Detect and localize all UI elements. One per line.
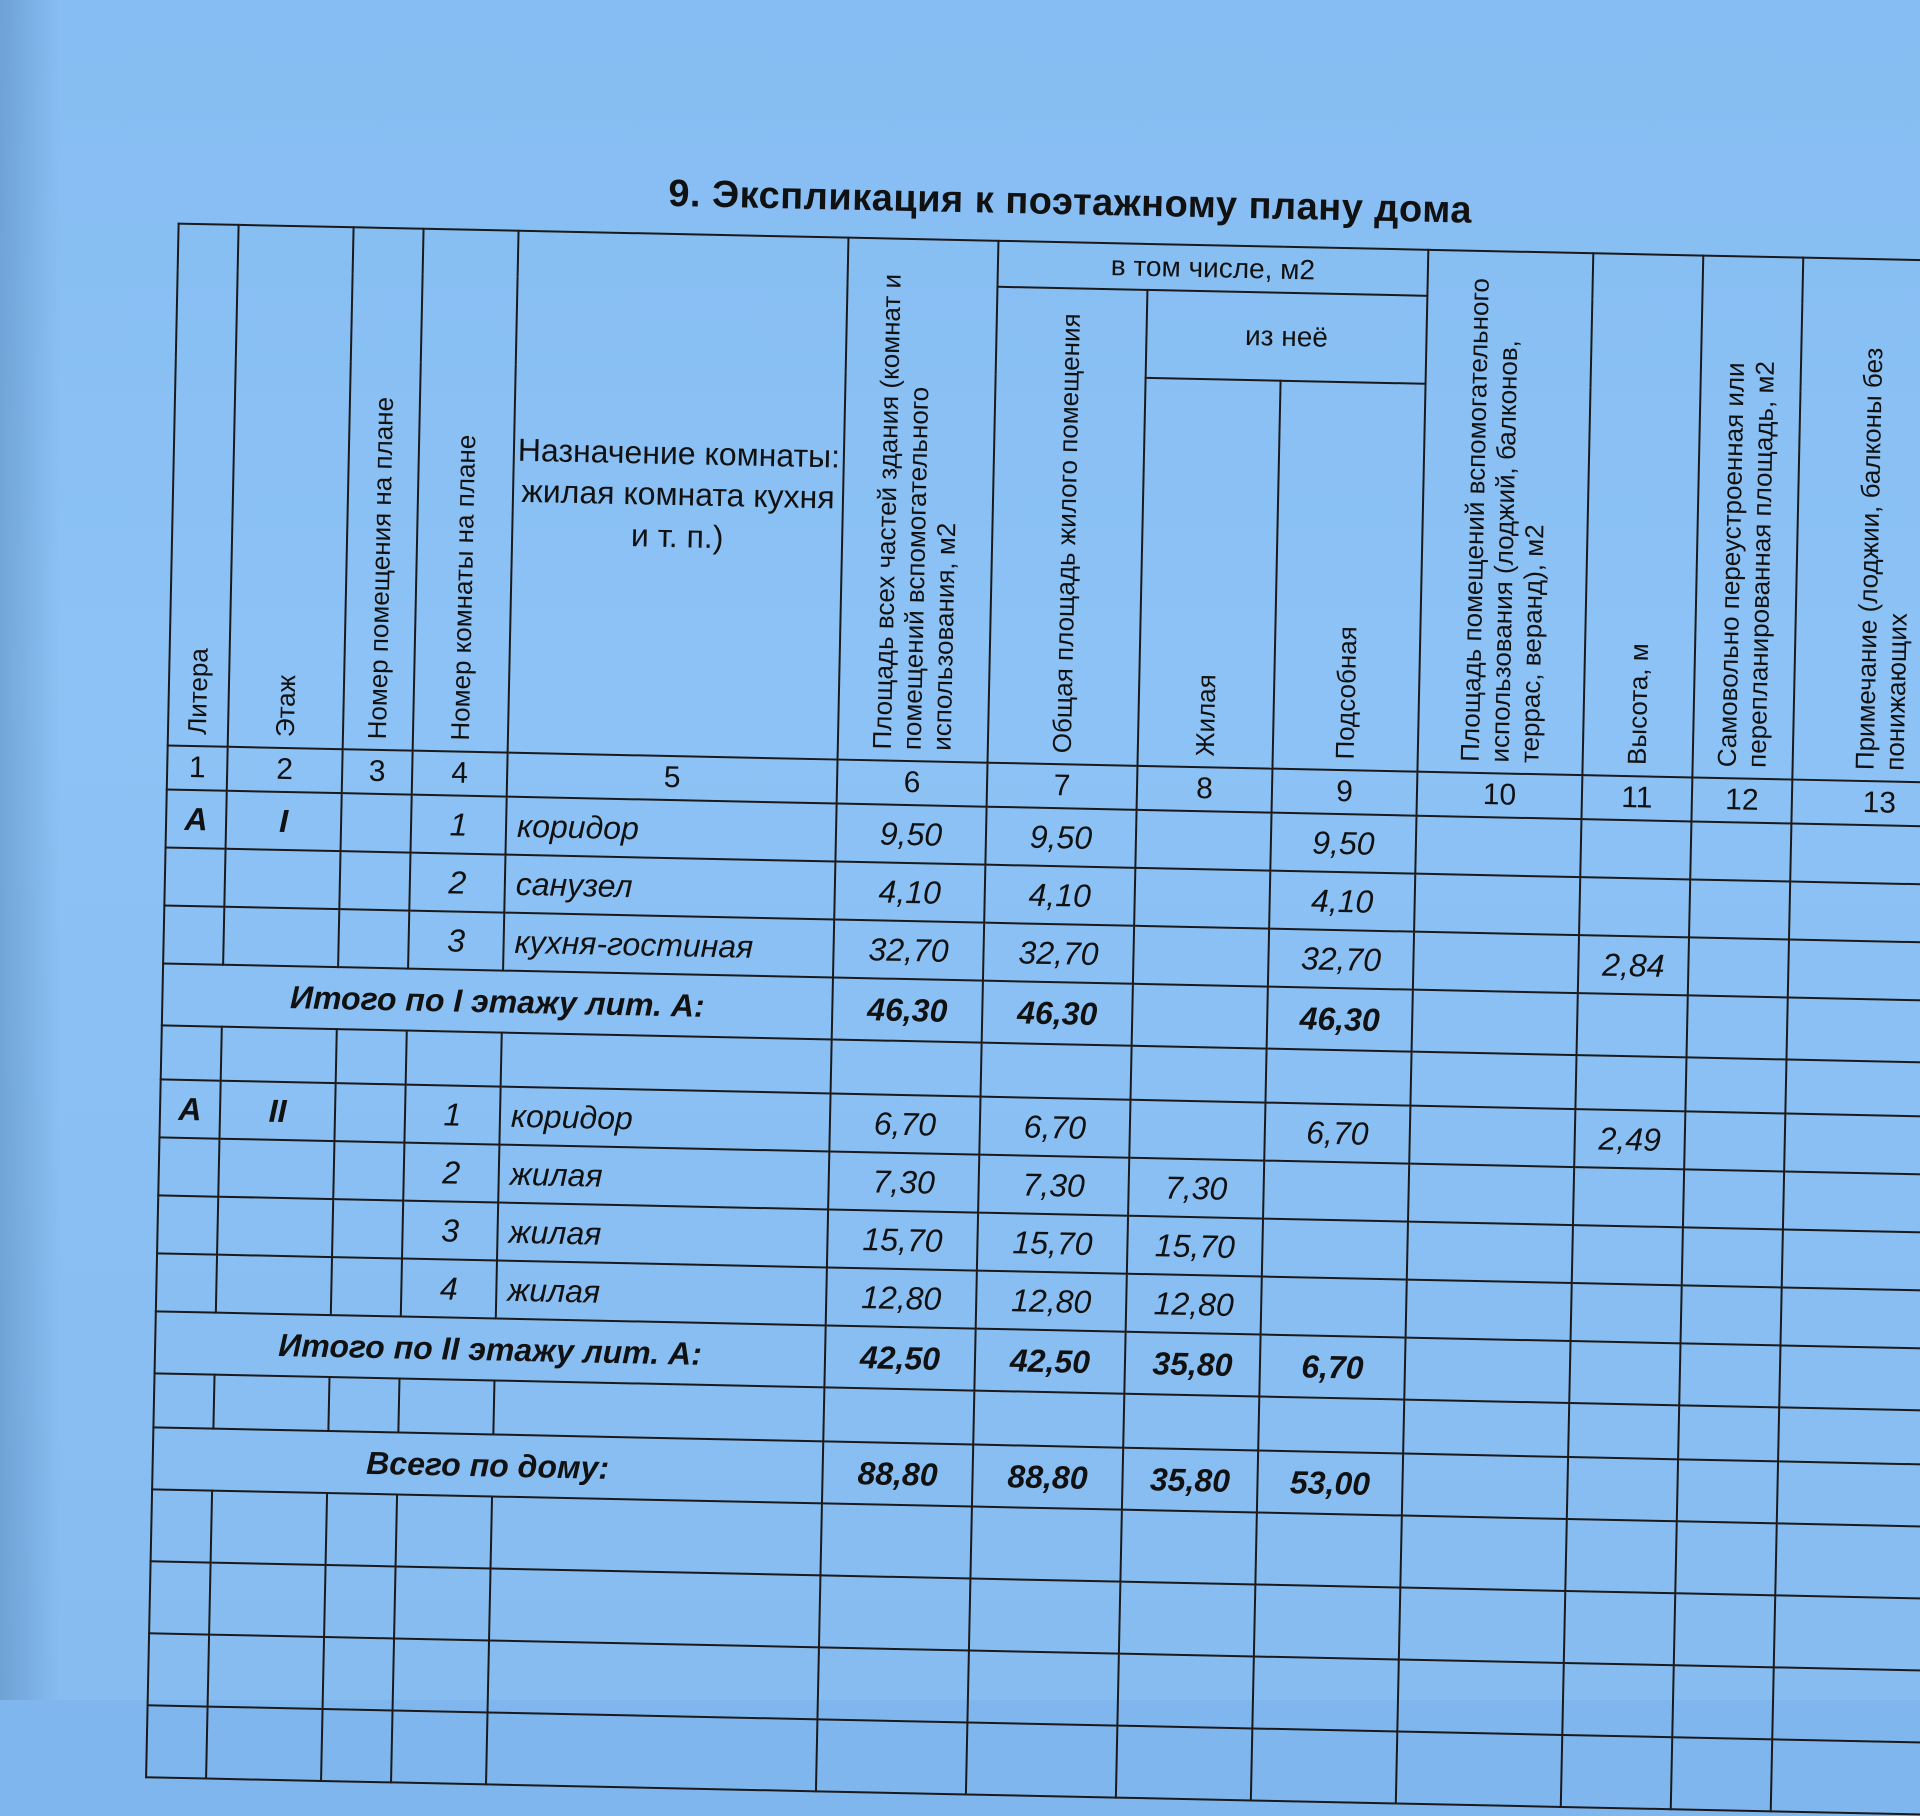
- grand-total-living: 35,80: [1122, 1448, 1258, 1513]
- note-cell: [1782, 1229, 1920, 1291]
- document-title: 9. Экспликация к поэтажному плану дома: [667, 172, 1473, 232]
- rebuilt-cell: [1689, 879, 1790, 939]
- header-purpose: Назначение комнаты: жилая комната кухня и т. п.): [508, 231, 849, 760]
- height-cell: 2,49: [1574, 1109, 1685, 1169]
- empty-cell: [1567, 1457, 1678, 1521]
- premise-cell: [339, 851, 410, 910]
- premise-cell: [332, 1199, 403, 1258]
- grand-total-living-total: 88,80: [972, 1445, 1123, 1510]
- empty-cell: [1775, 1523, 1920, 1599]
- height-cell: [1572, 1225, 1683, 1285]
- empty-cell: [149, 1561, 210, 1634]
- litera-cell: [156, 1253, 217, 1312]
- empty-cell: [1396, 1731, 1562, 1806]
- living-total-cell: 6,70: [979, 1097, 1130, 1158]
- living-total-cell: 4,10: [984, 865, 1135, 926]
- aux-use-cell: [1407, 1222, 1573, 1283]
- floor1-total-living: [1132, 984, 1268, 1049]
- empty-cell: [1577, 993, 1688, 1057]
- document-sheet: [116, 110, 1920, 1767]
- empty-cell: [1255, 1512, 1401, 1587]
- empty-cell: [1785, 1059, 1920, 1117]
- empty-cell: [1779, 1345, 1920, 1411]
- header-height: Высота, м: [1582, 253, 1703, 777]
- floor-cell: [218, 1139, 334, 1199]
- empty-cell: [1130, 1046, 1266, 1103]
- note-cell: [1780, 1287, 1920, 1349]
- living-cell: [1134, 868, 1270, 929]
- height-cell: [1580, 819, 1691, 879]
- header-floor: Этаж: [228, 225, 354, 749]
- auxiliary-cell: [1262, 1219, 1408, 1280]
- empty-cell: [1778, 1407, 1920, 1465]
- empty-cell: [1254, 1584, 1400, 1659]
- litera-cell: [158, 1137, 219, 1196]
- rebuilt-cell: [1682, 1227, 1783, 1287]
- col-num: 3: [342, 749, 413, 794]
- empty-cell: [213, 1375, 329, 1431]
- living-cell: [1133, 926, 1269, 987]
- empty-cell: [1251, 1728, 1397, 1803]
- total-area-cell: 15,70: [827, 1209, 978, 1270]
- empty-cell: [146, 1705, 207, 1778]
- header-living-total: Общая площадь жилого помещения: [988, 287, 1148, 766]
- empty-cell: [823, 1387, 974, 1444]
- empty-cell: [1678, 1405, 1779, 1461]
- header-rebuilt: Самовольно переустроенная или перепланированная площадь, м2: [1692, 256, 1803, 780]
- explication-table: [145, 223, 1920, 1816]
- empty-cell: [1575, 1055, 1686, 1111]
- grand-total-auxiliary: 53,00: [1257, 1451, 1403, 1516]
- page-shadow: [0, 0, 60, 1700]
- floor2-total-living: 35,80: [1124, 1332, 1260, 1397]
- room-name-cell: жилая: [498, 1145, 829, 1210]
- empty-cell: [1565, 1519, 1676, 1593]
- empty-cell: [831, 1039, 982, 1096]
- total-area-cell: 9,50: [835, 804, 986, 865]
- col-num: 5: [507, 753, 838, 804]
- aux-use-cell: [1409, 1106, 1575, 1167]
- empty-cell: [1252, 1656, 1398, 1731]
- empty-cell: [1412, 990, 1578, 1055]
- empty-cell: [1403, 1400, 1569, 1457]
- empty-cell: [323, 1637, 394, 1710]
- col-num: 8: [1137, 766, 1273, 813]
- empty-cell: [817, 1647, 968, 1722]
- empty-cell: [208, 1635, 324, 1709]
- rebuilt-cell: [1683, 1169, 1784, 1229]
- empty-cell: [1410, 1052, 1576, 1109]
- empty-cell: [206, 1707, 322, 1781]
- floor2-total-living-total: 42,50: [974, 1329, 1125, 1394]
- room-no-cell: 3: [408, 911, 504, 971]
- empty-cell: [493, 1380, 824, 1441]
- empty-cell: [1400, 1516, 1566, 1591]
- empty-cell: [1123, 1394, 1259, 1451]
- empty-cell: [324, 1565, 395, 1638]
- floor-cell: [223, 907, 339, 967]
- empty-cell: [981, 1043, 1132, 1100]
- empty-cell: [486, 1712, 817, 1791]
- floor-cell: [216, 1255, 332, 1315]
- litera-cell: [163, 905, 224, 964]
- rebuilt-cell: [1688, 937, 1789, 997]
- empty-cell: [396, 1494, 492, 1568]
- empty-cell: [209, 1563, 325, 1637]
- empty-cell: [1772, 1667, 1920, 1743]
- col-num: 10: [1416, 772, 1582, 819]
- header-of-it: из неё: [1146, 290, 1428, 384]
- col-num: 13: [1791, 780, 1920, 828]
- col-num: 9: [1272, 769, 1418, 816]
- empty-cell: [1562, 1663, 1673, 1737]
- empty-cell: [1568, 1403, 1679, 1459]
- aux-use-cell: [1413, 932, 1579, 993]
- empty-cell: [221, 1027, 337, 1083]
- aux-use-cell: [1406, 1280, 1572, 1341]
- empty-cell: [966, 1722, 1117, 1797]
- living-cell: 12,80: [1126, 1274, 1262, 1335]
- empty-cell: [393, 1638, 489, 1712]
- auxiliary-cell: 6,70: [1264, 1103, 1410, 1164]
- room-no-cell: 3: [402, 1201, 498, 1261]
- empty-cell: [1677, 1459, 1778, 1523]
- living-total-cell: 7,30: [978, 1155, 1129, 1216]
- litera-cell: А: [166, 790, 227, 849]
- col-num: 6: [837, 760, 988, 807]
- header-total-area: Площадь всех частей здания (комнат и помещений вспомогательного использования, м2: [838, 238, 999, 763]
- empty-cell: [501, 1033, 832, 1094]
- empty-cell: [1679, 1343, 1780, 1407]
- room-name-cell: коридор: [505, 797, 836, 862]
- auxiliary-cell: [1261, 1277, 1407, 1338]
- floor2-total-label: Итого по II этажу лит. А:: [155, 1311, 826, 1387]
- empty-cell: [1116, 1726, 1252, 1801]
- floor-cell: [217, 1197, 333, 1257]
- grand-total-area: 88,80: [822, 1441, 973, 1506]
- premise-cell: [333, 1141, 404, 1200]
- floor1-total-area: 46,30: [832, 977, 983, 1042]
- total-area-cell: 32,70: [833, 920, 984, 981]
- empty-cell: [161, 1025, 222, 1080]
- room-no-cell: 1: [404, 1085, 500, 1145]
- empty-cell: [398, 1379, 494, 1435]
- total-area-cell: 4,10: [834, 862, 985, 923]
- note-cell: [1790, 824, 1920, 886]
- rebuilt-cell: [1681, 1285, 1782, 1345]
- living-cell: [1129, 1100, 1265, 1161]
- empty-cell: [488, 1640, 819, 1719]
- aux-use-cell: [1415, 816, 1581, 877]
- empty-cell: [1774, 1595, 1920, 1671]
- living-cell: [1135, 810, 1271, 871]
- litera-cell: [164, 847, 225, 906]
- empty-cell: [1672, 1665, 1773, 1739]
- empty-cell: [970, 1507, 1121, 1582]
- empty-cell: [1564, 1591, 1675, 1665]
- empty-cell: [491, 1496, 822, 1575]
- total-area-cell: 6,70: [829, 1093, 980, 1154]
- empty-cell: [1675, 1521, 1776, 1595]
- litera-cell: [157, 1195, 218, 1254]
- col-num: 12: [1691, 777, 1792, 823]
- empty-cell: [211, 1491, 327, 1565]
- col-num: 11: [1581, 775, 1692, 821]
- col-num: 1: [167, 746, 228, 791]
- empty-cell: [153, 1373, 214, 1428]
- premise-cell: [331, 1257, 402, 1316]
- empty-cell: [973, 1391, 1124, 1448]
- premise-cell: [341, 793, 412, 852]
- floor-cell: I: [226, 791, 342, 851]
- header-living: Жилая: [1137, 378, 1280, 769]
- empty-cell: [328, 1377, 399, 1432]
- room-name-cell: жилая: [496, 1261, 827, 1326]
- empty-cell: [1120, 1510, 1256, 1585]
- litera-cell: А: [159, 1079, 220, 1138]
- rebuilt-cell: [1690, 821, 1791, 881]
- header-aux-use: Площадь помещений вспомогательного использования (лоджий, балконов, террас, веранд), м2: [1417, 250, 1593, 775]
- empty-cell: [1671, 1737, 1772, 1811]
- header-incl: в том числе, м2: [997, 241, 1428, 296]
- height-cell: 2,84: [1578, 935, 1689, 995]
- floor-cell: II: [219, 1081, 335, 1141]
- header-premise-no: Номер помещения на плане: [343, 227, 424, 750]
- empty-cell: [391, 1710, 487, 1784]
- room-name-cell: санузел: [504, 855, 835, 920]
- header-note: Примечание (лоджии, балконы без понижающих: [1792, 258, 1920, 784]
- empty-cell: [489, 1568, 820, 1647]
- room-no-cell: 2: [409, 853, 505, 913]
- premise-cell: [338, 909, 409, 968]
- grand-total-label: Всего по дому:: [152, 1427, 823, 1503]
- auxiliary-cell: 9,50: [1270, 813, 1416, 874]
- living-cell: 15,70: [1127, 1216, 1263, 1277]
- rebuilt-cell: [1684, 1111, 1785, 1171]
- empty-cell: [1569, 1341, 1680, 1405]
- empty-cell: [1674, 1593, 1775, 1667]
- header-auxiliary: Подсобная: [1272, 381, 1425, 772]
- floor2-total-area: 42,50: [824, 1325, 975, 1390]
- living-total-cell: 12,80: [976, 1271, 1127, 1332]
- empty-cell: [406, 1031, 502, 1087]
- empty-cell: [321, 1709, 392, 1782]
- room-name-cell: жилая: [497, 1203, 828, 1268]
- empty-cell: [148, 1633, 209, 1706]
- empty-cell: [1402, 1454, 1568, 1519]
- room-name-cell: кухня-гостиная: [503, 913, 834, 978]
- note-cell: [1788, 940, 1920, 1002]
- height-cell: [1579, 877, 1690, 937]
- empty-cell: [1397, 1659, 1563, 1734]
- room-no-cell: 4: [401, 1259, 497, 1319]
- living-total-cell: 32,70: [983, 923, 1134, 984]
- room-name-cell: коридор: [499, 1087, 830, 1152]
- empty-cell: [326, 1493, 397, 1566]
- height-cell: [1571, 1283, 1682, 1343]
- floor2-total-auxiliary: 6,70: [1259, 1335, 1405, 1400]
- empty-cell: [819, 1575, 970, 1650]
- empty-cell: [1777, 1461, 1920, 1527]
- auxiliary-cell: 32,70: [1268, 929, 1414, 990]
- aux-use-cell: [1414, 874, 1580, 935]
- empty-cell: [1404, 1338, 1570, 1403]
- empty-cell: [1786, 997, 1920, 1063]
- empty-cell: [820, 1503, 971, 1578]
- living-total-cell: 9,50: [985, 807, 1136, 868]
- header-room-no: Номер комнаты на плане: [413, 229, 519, 753]
- note-cell: [1789, 882, 1920, 944]
- empty-cell: [816, 1719, 967, 1794]
- col-num: 7: [987, 763, 1138, 810]
- empty-cell: [1265, 1049, 1411, 1106]
- empty-cell: [1119, 1582, 1255, 1657]
- col-num: 2: [227, 747, 343, 793]
- floor1-total-auxiliary: 46,30: [1267, 987, 1413, 1052]
- auxiliary-cell: [1263, 1161, 1409, 1222]
- empty-cell: [1685, 1057, 1786, 1113]
- note-cell: [1783, 1171, 1920, 1233]
- empty-cell: [336, 1029, 407, 1084]
- empty-cell: [1561, 1735, 1672, 1809]
- living-total-cell: 15,70: [977, 1213, 1128, 1274]
- floor1-total-label: Итого по I этажу лит. А:: [162, 963, 833, 1039]
- header-litera: Литера: [168, 224, 239, 747]
- aux-use-cell: [1408, 1164, 1574, 1225]
- room-no-cell: 1: [411, 795, 507, 855]
- empty-cell: [1771, 1739, 1920, 1815]
- floor-cell: [224, 849, 340, 909]
- empty-cell: [151, 1489, 212, 1562]
- empty-cell: [1399, 1588, 1565, 1663]
- room-no-cell: 2: [403, 1143, 499, 1203]
- auxiliary-cell: 4,10: [1269, 871, 1415, 932]
- empty-cell: [1117, 1654, 1253, 1729]
- empty-cell: [967, 1650, 1118, 1725]
- col-num: 4: [412, 751, 508, 797]
- height-cell: [1573, 1167, 1684, 1227]
- total-area-cell: 12,80: [826, 1267, 977, 1328]
- empty-cell: [1258, 1397, 1404, 1454]
- empty-cell: [969, 1579, 1120, 1654]
- living-cell: 7,30: [1128, 1158, 1264, 1219]
- empty-cell: [1686, 995, 1787, 1059]
- floor1-total-living-total: 46,30: [982, 981, 1133, 1046]
- note-cell: [1784, 1113, 1920, 1175]
- premise-cell: [334, 1083, 405, 1142]
- empty-cell: [394, 1566, 490, 1640]
- total-area-cell: 7,30: [828, 1151, 979, 1212]
